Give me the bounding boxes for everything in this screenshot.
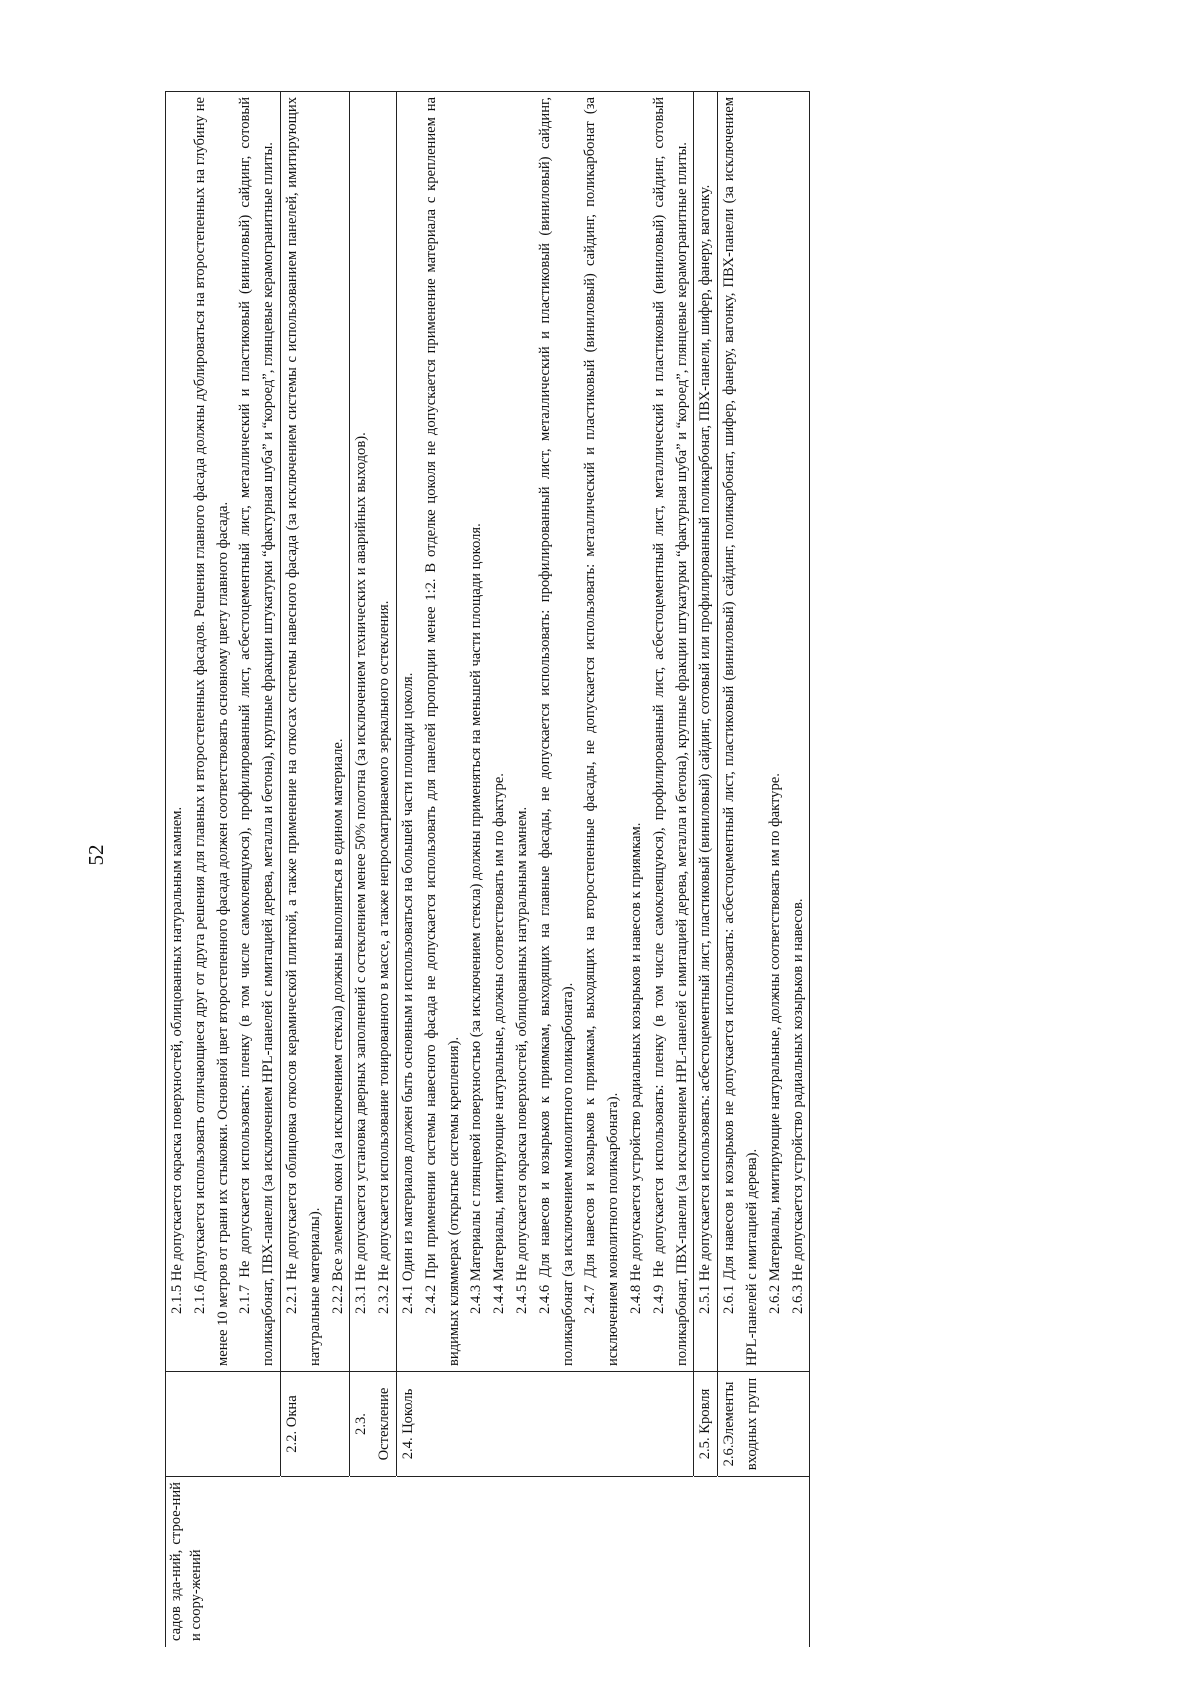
table-row	[718, 92, 810, 1647]
regulations-table-body	[166, 92, 810, 1647]
section-cell	[166, 1372, 281, 1477]
requirement-item: 2.4.1 Один из материалов должен быть основным и использоваться на большей части площади цоколя.	[399, 672, 416, 1314]
section-cell	[718, 1372, 810, 1477]
table-row	[166, 92, 281, 1647]
requirement-item: 2.1.6 Допускается использовать отличающиеся друг от друга решения для главных и второстепенных фасадов. Решения главного фасада должны дублироваться на второстепенных на глубину не менее 10 метров от грани их стыковки. Основной цвет второстепенного фасада должен соответствовать основному цвету главного фасада.	[191, 97, 231, 1366]
requirement-item: 2.5.1 Не допускается использовать: асбестоцементный лист, пластиковый (виниловый) сайдинг, сотовый или профилированный поликарбонат, ПВХ-панели, шифер, фанеру, вагонку.	[697, 184, 714, 1314]
section-title: 2.5. Кровля	[697, 1388, 714, 1460]
requirements-cell	[694, 92, 718, 1372]
table-row	[396, 92, 693, 1647]
requirement-item: 2.6.3 Не допускается устройство радиальных козырьков и навесов.	[789, 898, 806, 1314]
requirement-item: 2.6.1 Для навесов и козырьков не допускается использовать: асбестоцементный лист, пластиковый (виниловый) сайдинг, поликарбонат, шифер, фанеру, вагонку, ПВХ-панели (за исключением HPL-панелей с имитацией дерева).	[721, 97, 760, 1366]
requirements-cell	[280, 92, 349, 1372]
requirement-item: 2.4.9 Не допускается использовать: пленку (в том числе самоклеящуюся), профилированный лист, асбестоцементный лист, металлический и пластиковый (виниловый) сайдинг, сотовый поликарбонат, ПВХ-панели (за исключением HPL-панелей с имитацией дерева, металла и бетона), крупные фракции штукатурки “фактурная шуба” и “короед”, глянцевые керамогранитные плиты.	[650, 97, 690, 1366]
section-title: 2.6.Элементы входных групп	[721, 1377, 760, 1471]
requirements-cell	[396, 92, 693, 1372]
requirement-item: 2.2.1 Не допускается облицовка откосов керамической плиткой, а также применение на откосах системы навесного фасада (за исключением системы с использованием панелей, имитирующих натуральные материалы).	[283, 97, 323, 1366]
requirements-cell	[350, 92, 397, 1372]
category-cell	[350, 1477, 397, 1647]
category-label: садов зда-ний, строе-ний и соору-жений	[168, 1482, 204, 1641]
category-cell	[166, 1477, 281, 1647]
table-row	[694, 92, 718, 1647]
requirement-item: 2.1.5 Не допускается окраска поверхностей, облицованных натуральным камнем.	[169, 806, 185, 1314]
requirement-item: 2.4.7 Для навесов и козырьков к приямкам, выходящих на второстепенные фасады, не допускается использовать: металлический и пластиковый (виниловый) сайдинг, поликарбонат (за исключением монолитного поликарбоната).	[582, 97, 622, 1366]
requirement-item: 2.4.2 При применении системы навесного фасада не допускается использовать для панелей пропорции менее 1:2. В отделке цоколя не допускается применение материала с креплением на видимых кляммерах (открытые системы крепления).	[422, 97, 462, 1366]
section-cell	[280, 1372, 349, 1477]
requirement-item: 2.4.3 Материалы с глянцевой поверхностью (за исключением стекла) должны применяться на меньшей части площади цоколя.	[468, 523, 485, 1314]
requirements-cell	[166, 92, 281, 1372]
requirement-item: 2.2.2 Все элементы окон (за исключением стекла) должны выполняться в едином материале.	[329, 738, 346, 1314]
requirement-item: 2.4.6 Для навесов и козырьков к приямкам, выходящих на главные фасады, не допускается использовать: профилированный лист, металлический и пластиковый (виниловый) сайдинг, поликарбонат (за исключением монолитного поликарбоната).	[536, 97, 576, 1366]
section-title: 2.4. Цоколь	[399, 1388, 416, 1460]
requirement-item: 2.4.4 Материалы, имитирующие натуральные, должны соответствовать им по фактуре.	[491, 773, 508, 1314]
requirement-item: 2.4.5 Не допускается окраска поверхностей, облицованных натуральным камнем.	[513, 806, 530, 1314]
section-title: 2.2. Окна	[283, 1395, 300, 1453]
requirement-item: 2.6.2 Материалы, имитирующие натуральные, должны соответствовать им по фактуре.	[766, 773, 783, 1314]
category-cell	[280, 1477, 349, 1647]
requirement-item: 2.3.2 Не допускается использование тонированного в массе, а также непросматриваемого зеркального остекления.	[376, 600, 393, 1314]
section-cell	[694, 1372, 718, 1477]
table-row	[280, 92, 349, 1647]
requirement-item: 2.3.1 Не допускается установка дверных заполнений с остеклением менее 50% полотна (за исключением технических и аварийных выходов).	[353, 432, 370, 1314]
requirement-item: 2.4.8 Не допускается устройство радиальных козырьков и навесов к приямкам.	[627, 822, 644, 1314]
requirement-item: 2.1.7 Не допускается использовать: пленку (в том числе самоклеящуюся), профилированный лист, асбестоцементный лист, металлический и пластиковый (виниловый) сайдинг, сотовый поликарбонат, ПВХ-панели (за исключением HPL-панелей с имитацией дерева, металла и бетона), крупные фракции штукатурки “фактурная шуба” и “короед”, глянцевые керамогранитные плиты.	[237, 97, 277, 1366]
page-number: 52	[84, 844, 108, 866]
section-title: 2.3. Остекление	[353, 1387, 393, 1461]
section-cell	[350, 1372, 397, 1477]
rotated-table-page	[165, 92, 985, 1647]
section-cell	[396, 1372, 693, 1477]
category-cell	[694, 1477, 718, 1647]
table-row	[350, 92, 397, 1647]
requirements-cell	[718, 92, 810, 1372]
category-cell	[396, 1477, 693, 1647]
regulations-table	[165, 91, 810, 1647]
category-cell	[718, 1477, 810, 1647]
